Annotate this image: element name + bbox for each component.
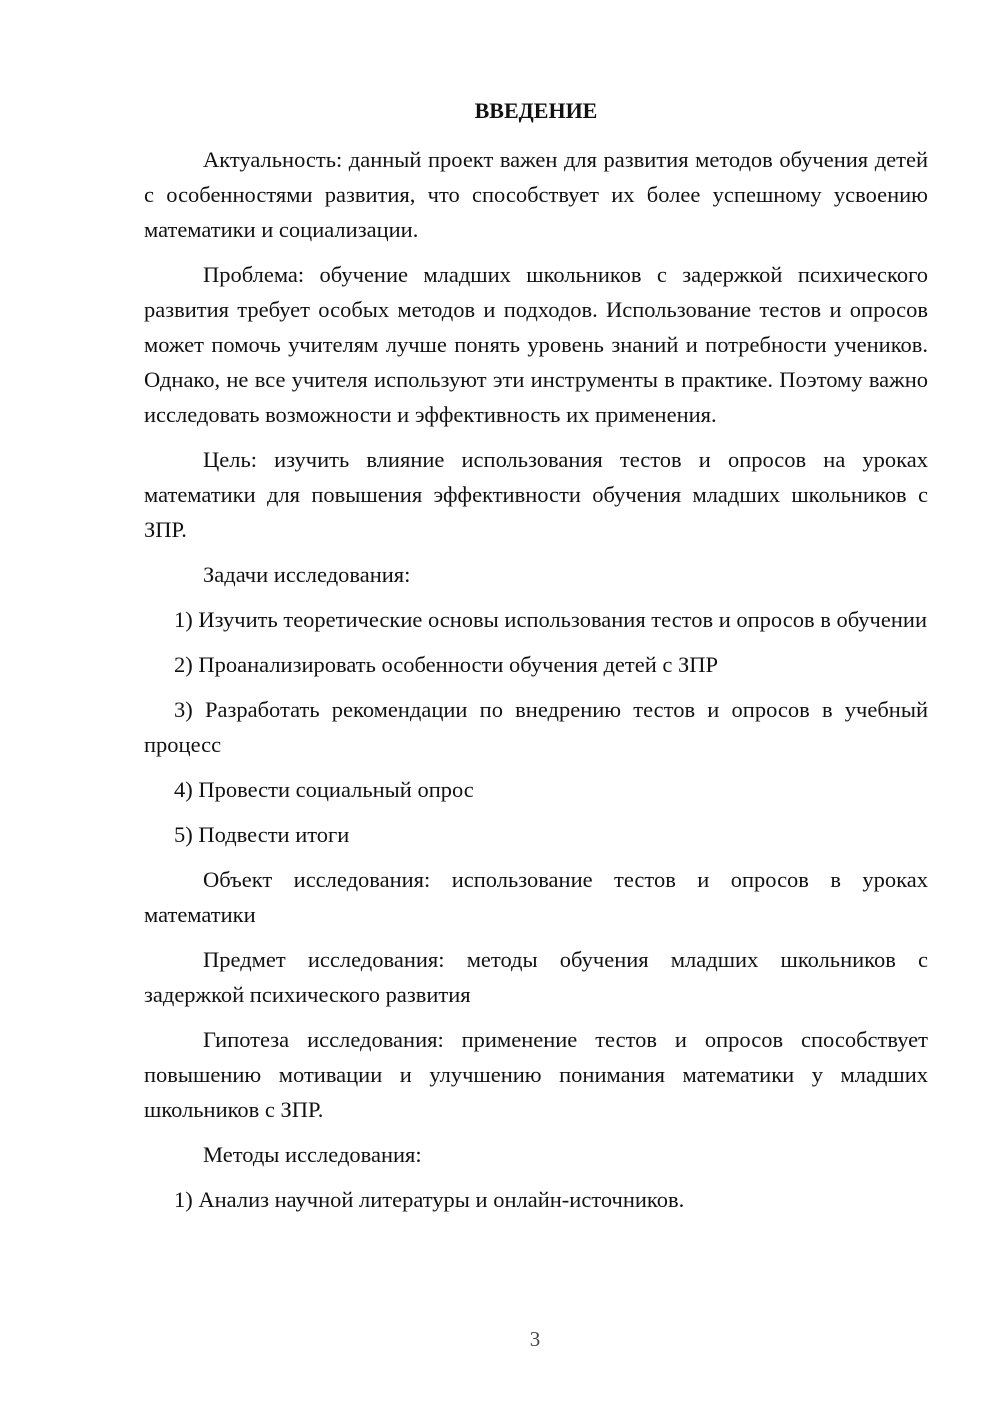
- document-title: ВВЕДЕНИЕ: [474, 98, 598, 123]
- page-number: 3: [529, 1327, 541, 1351]
- object-paragraph: Объект исследования: использование тестов и опросов в уроках математики: [144, 867, 928, 927]
- document-page: [144, 94, 928, 1227]
- task-item-2: 2) Проанализировать особенности обучения детей с ЗПР: [174, 652, 719, 677]
- task-item-4: 4) Провести социальный опрос: [174, 777, 474, 802]
- tasks-heading: Задачи исследования:: [203, 562, 411, 587]
- goal-paragraph: Цель: изучить влияние использования тестов и опросов на уроках математики для повышения эффективности обучения младших школьников с ЗПР.: [144, 447, 928, 542]
- methods-heading: Методы исследования:: [203, 1142, 422, 1167]
- task-item-5: 5) Подвести итоги: [174, 822, 350, 847]
- method-item-1: 1) Анализ научной литературы и онлайн-источников.: [174, 1187, 685, 1212]
- hypothesis-paragraph: Гипотеза исследования: применение тестов и опросов способствует повышению мотивации и улучшению понимания математики у младших школьников с ЗПР.: [144, 1027, 928, 1122]
- problem-paragraph: Проблема: обучение младших школьников с задержкой психического развития требует особых методов и подходов. Использование тестов и опросов может помочь учителям лучше понять уровень знаний и потребности учеников. Однако, не все учителя используют эти инструменты в практике. Поэтому важно исследовать возможности и эффективность их применения.: [144, 262, 928, 427]
- task-item-3: 3) Разработать рекомендации по внедрению тестов и опросов в учебный процесс: [144, 697, 928, 757]
- task-item-1: 1) Изучить теоретические основы использования тестов и опросов в обучении: [174, 607, 927, 632]
- subject-paragraph: Предмет исследования: методы обучения младших школьников с задержкой психического развития: [144, 947, 928, 1007]
- relevance-paragraph: Актуальность: данный проект важен для развития методов обучения детей с особенностями развития, что способствует их более успешному усвоению математики и социализации.: [144, 147, 928, 242]
